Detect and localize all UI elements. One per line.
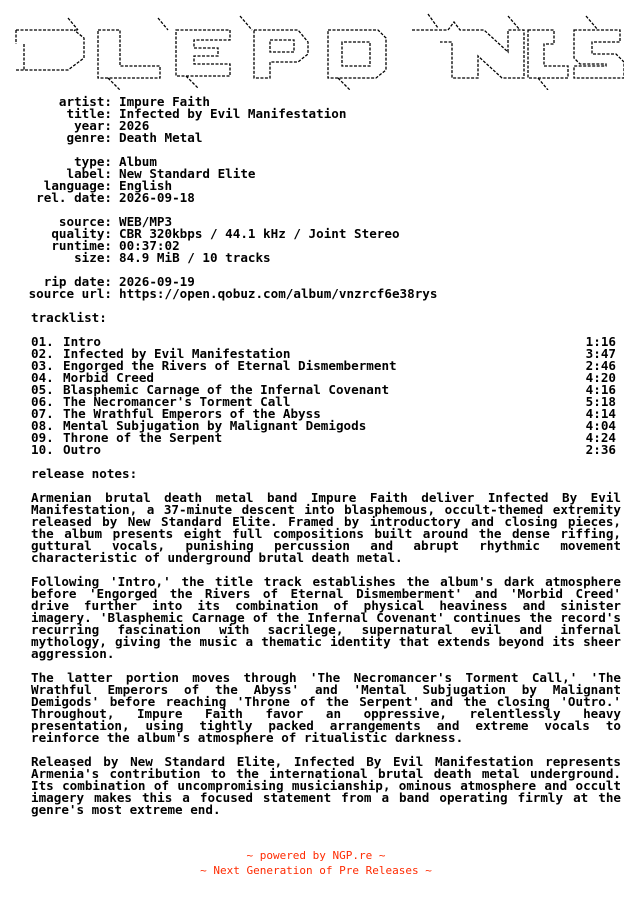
track-number: 06. [31,394,54,409]
track-title: The Necromancer's Torment Call [63,394,291,409]
meta-group-rip [18,276,618,300]
release-notes-paragraph: The latter portion moves through 'The Necromancer's Torment Call,' 'The Wrathful Emperors of the Abyss' and 'Mental Subjugation by Malignant Demigods' before reaching 'Throne of the Serpent' and the closing 'Outro.' Throughout, Impure Faith favor an oppressive, relentlessly heavy presentation, using tightly packed arrangements and extreme vocals to reinforce the album's atmosphere of ritualistic darkness. [31,670,621,745]
meta-value: 00:37:02 [119,238,180,253]
meta-group-release [18,156,618,204]
meta-key: quality: [51,226,112,241]
footer [0,848,632,878]
meta-key: source url: [28,286,112,301]
track-number: 02. [31,346,54,361]
ngp-ascii-logo [8,8,624,90]
meta-value: 2026-09-19 [119,274,195,289]
track-duration: 5:18 [585,394,616,409]
meta-value: Impure Faith [119,94,210,109]
meta-value: WEB/MP3 [119,214,173,229]
track-title: Morbid Creed [63,370,154,385]
track-duration: 4:04 [585,418,616,433]
release-notes-heading: release notes: [31,466,138,481]
track-title: Outro [63,442,101,457]
track-title: Mental Subjugation by Malignant Demigods [63,418,367,433]
release-notes [31,492,621,828]
track-duration: 4:24 [585,430,616,445]
track-duration: 4:20 [585,370,616,385]
meta-value: CBR 320kbps / 44.1 kHz / Joint Stereo [119,226,400,241]
track-row [31,444,616,456]
meta-key: title: [66,106,112,121]
track-duration: 4:16 [585,382,616,397]
track-number: 04. [31,370,54,385]
track-title: The Wrathful Emperors of the Abyss [63,406,321,421]
track-number: 09. [31,430,54,445]
footer-tagline: ~ Next Generation of Pre Releases ~ [200,864,432,877]
meta-key: size: [74,250,112,265]
track-title: Engorged the Rivers of Eternal Dismemberment [63,358,397,373]
meta-value: New Standard Elite [119,166,256,181]
release-notes-paragraph: Armenian brutal death metal band Impure Faith deliver Infected By Evil Manifestation, a 37-minute descent into blasphemous, occult-themed extremity released by New Standard Elite. Framed by introductory and closing pieces, the album presents eight full compositions built around the dense riffing, guttural vocals, punishing percussion and abrupt rhythmic movement characteristic of underground brutal death metal. [31,490,621,565]
track-title: Intro [63,334,101,349]
meta-key: rip date: [43,274,112,289]
meta-row [18,192,618,204]
meta-key: year: [74,118,112,133]
meta-value: 2026-09-18 [119,190,195,205]
track-title: Infected by Evil Manifestation [63,346,291,361]
meta-value: 84.9 MiB / 10 tracks [119,250,271,265]
track-number: 05. [31,382,54,397]
track-title: Throne of the Serpent [63,430,223,445]
track-number: 03. [31,358,54,373]
meta-value: Album [119,154,157,169]
track-number: 07. [31,406,54,421]
track-duration: 2:46 [585,358,616,373]
tracklist-heading: tracklist: [31,310,107,325]
meta-value: English [119,178,173,193]
track-number: 08. [31,418,54,433]
meta-row [18,132,618,144]
release-notes-paragraph: Released by New Standard Elite, Infected By Evil Manifestation represents Armenia's contribution to the international brutal death metal underground. Its combination of uncompromising musicianship, ominous atmosphere and occult imagery makes this a focused statement from a band operating firmly at the genre's most extreme end. [31,754,621,817]
meta-key: source: [58,214,112,229]
meta-value: Death Metal [119,130,203,145]
meta-key: artist: [58,94,112,109]
meta-key: label: [66,166,112,181]
track-number: 10. [31,442,54,457]
track-title: Blasphemic Carnage of the Infernal Covenant [63,382,390,397]
meta-value: https://open.qobuz.com/album/vnzrcf6e38rys [119,286,438,301]
track-number: 01. [31,334,54,349]
meta-key: language: [43,178,112,193]
track-duration: 3:47 [585,346,616,361]
meta-row [18,252,618,264]
meta-group-source [18,216,618,264]
footer-powered-by: ~ powered by NGP.re ~ [246,849,386,862]
meta-group-artist [18,96,618,144]
track-duration: 1:16 [585,334,616,349]
tracklist [31,336,616,456]
meta-row [18,288,618,300]
meta-key: rel. date: [36,190,112,205]
meta-key: runtime: [51,238,112,253]
meta-key: type: [74,154,112,169]
meta-value: 2026 [119,118,150,133]
meta-key: genre: [66,130,112,145]
meta-value: Infected by Evil Manifestation [119,106,347,121]
track-duration: 2:36 [585,442,616,457]
track-row [31,432,616,444]
release-notes-paragraph: Following 'Intro,' the title track establishes the album's dark atmosphere before 'Engorged the Rivers of Eternal Dismemberment' and 'Morbid Creed' drive further into its combination of physical heaviness and sinister imagery. 'Blasphemic Carnage of the Infernal Covenant' continues the record's recurring fascination with sacrilege, supernatural evil and infernal mythology, giving the music a thematic identity that extends beyond its sheer aggression. [31,574,621,661]
track-duration: 4:14 [585,406,616,421]
